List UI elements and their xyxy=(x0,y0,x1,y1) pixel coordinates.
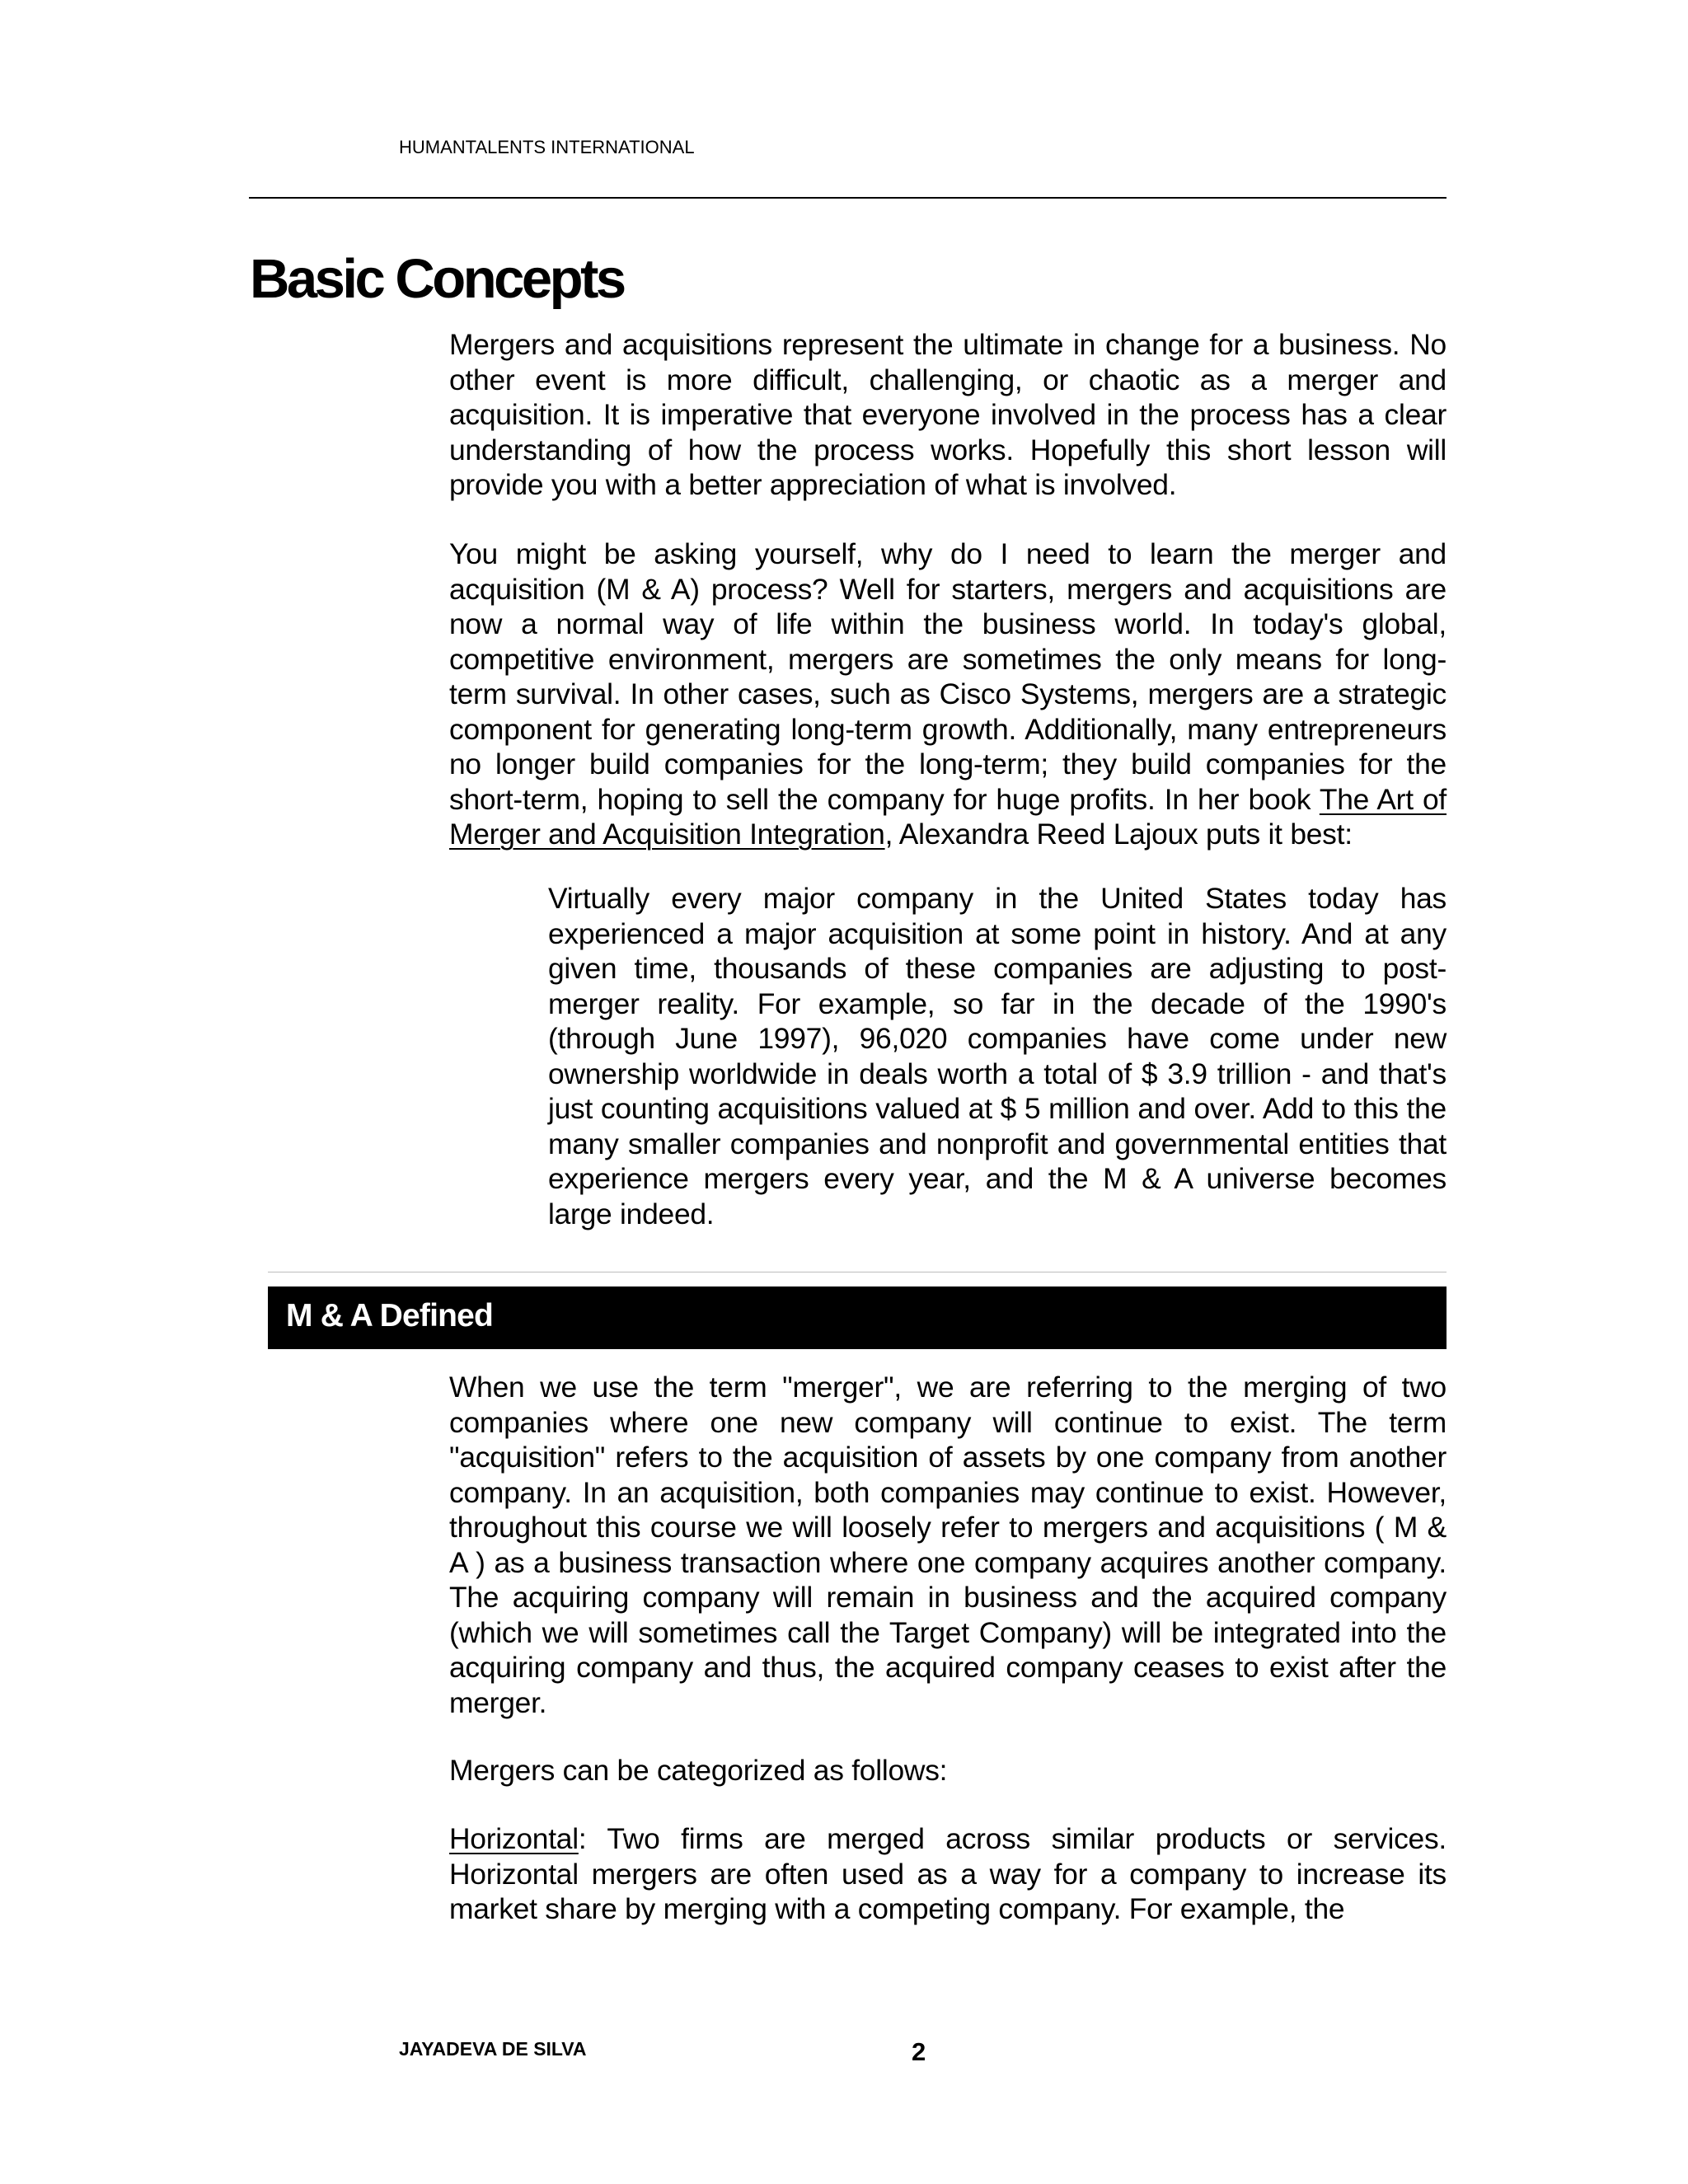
running-header: HUMANTALENTS INTERNATIONAL xyxy=(399,137,695,157)
block-quote xyxy=(548,881,1447,1231)
block-quote-text: Virtually every major company in the United States today has experienced a major acquisition at some point in history. And at any given time, thousands of these companies are adjusting to post-merger reality. For example, so far in the decade of the 1990's (through June 1997), 96,020 companies have come under new ownership worldwide in deals worth a total of $ 3.9 trillion - and that's just counting acquisitions valued at $ 5 million and over. Add to this the many smaller companies and nonprofit and governmental entities that experience mergers every year, and the M & A universe becomes large indeed. xyxy=(548,882,1447,1230)
why-learn-paragraph xyxy=(449,537,1447,852)
categories-intro-text: Mergers can be categorized as follows: xyxy=(449,1754,948,1787)
intro-paragraph xyxy=(449,327,1447,503)
definition-text: When we use the term "merger", we are referring to the merging of two companies where one new company will continue to exist. The term "acquisition" refers to the acquisition of assets by one company from another company. In an acquisition, both companies may continue to exist. However, throughout this course we will loosely refer to mergers and acquisitions ( M & A ) as a business transaction where one company acquires another company. The acquiring company will remain in business and the acquired company (which we will sometimes call the Target Company) will be integrated into the acquiring company and thus, the acquired company ceases to exist after the merger. xyxy=(449,1371,1447,1719)
page-number: 2 xyxy=(912,2037,926,2066)
why-learn-text: You might be asking yourself, why do I need to learn the merger and acquisition (M & A) process? Well for starters, mergers and acquisitions are now a normal way of life within the business world. In today's global, competitive environment, mergers are sometimes the only means for long-term survival. In other cases, such as Cisco Systems, mergers are a strategic component for generating long-term growth. Additionally, many entrepreneurs no longer build companies for the long-term; they build companies for the short-term, hoping to sell the company for huge profits. In her book xyxy=(449,537,1447,816)
header-divider xyxy=(249,197,1447,199)
horizontal-term: Horizontal xyxy=(449,1822,579,1855)
horizontal-text: : Two firms are merged across similar products or services. Horizontal mergers are often used as a way for a company to increase its market share by merging with a competing company. For example, the xyxy=(449,1822,1447,1925)
definition-paragraph xyxy=(449,1370,1447,1720)
intro-paragraph-text: Mergers and acquisitions represent the ultimate in change for a business. No other event is more difficult, challenging, or chaotic as a merger and acquisition. It is imperative that everyone involved in the process has a clear understanding of how the process works. Hopefully this short lesson will provide you with a better appreciation of what is involved. xyxy=(449,328,1447,501)
book-title-underlined: The Art of Merger and Acquisition Integration xyxy=(449,782,1447,851)
section-heading-bar xyxy=(268,1286,1447,1349)
section-heading: M & A Defined xyxy=(286,1298,494,1333)
why-learn-text-end: , Alexandra Reed Lajoux puts it best: xyxy=(884,818,1353,851)
categories-intro xyxy=(449,1753,1447,1788)
horizontal-paragraph xyxy=(449,1821,1447,1927)
footer-author: JAYADEVA DE SILVA xyxy=(399,2038,587,2060)
page-title: Basic Concepts xyxy=(250,248,624,310)
